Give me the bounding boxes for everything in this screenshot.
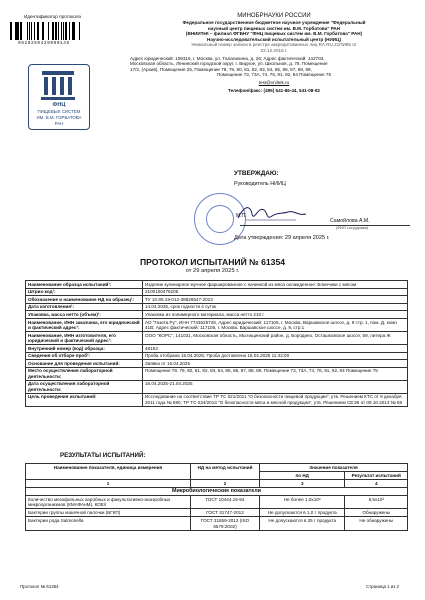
signer-name: Самойлова А.М. [330, 218, 370, 224]
info-row [26, 344, 408, 352]
col-number-4: 4 [345, 480, 408, 488]
info-value: Заявка от 15.04.2025 [143, 360, 408, 368]
logo-text-1: ФНЦ [52, 102, 66, 108]
header-indicator: Наименование показателя, единица измерения [26, 464, 191, 480]
header-value: Значение показателя [260, 464, 408, 472]
result-value: 8,5х10³ [345, 496, 408, 509]
signature-line [240, 225, 410, 226]
info-value: 2100100476205 [143, 288, 408, 296]
info-label: Обозначение и наименование НД на образец¹: [26, 296, 143, 304]
building-icon [41, 71, 75, 101]
result-norm: Не допускаются в 25 г продукта [260, 517, 345, 530]
section-heading: Микробиологические показатели [26, 488, 408, 496]
accreditation-date: 02.12.2015 г. [260, 47, 288, 53]
accreditation: Уникальный номер записи в реестре аккредитованных лиц RA.RU.21ПИ85 от [191, 42, 357, 48]
info-value: Упаковка из полимерного материала, масса нетто 210 г [143, 311, 408, 319]
footer-page-number: Страница 1 из 2 [366, 584, 399, 589]
info-value: Помещение 78, 79, 80, 81, 82, 83, 84, 85, 86, 87, 88, 89, Помещение 73, 73А, 74, 76, 91, 92, 94 Помещение 75 [143, 367, 408, 380]
barcode-caption: Идентификатор протокола [24, 14, 81, 19]
result-row [26, 496, 408, 509]
info-row [26, 318, 408, 331]
header-method: НД на метод испытаний [191, 464, 260, 480]
protocol-title: ПРОТОКОЛ ИСПЫТАНИЙ № 61354 [139, 257, 286, 267]
info-row [26, 303, 408, 311]
info-label: Основание для проведения испытаний: [26, 360, 143, 368]
info-label: Упаковка, масса нетто (объем)¹: [26, 311, 143, 319]
logo-text-4: РАН [54, 121, 64, 126]
result-value: Не обнаружены [345, 517, 408, 530]
info-value: 48153 [143, 344, 408, 352]
col-number-1: 1 [26, 480, 191, 488]
org-line-3: (ВНИИТеК – филиал ФГБНУ "ФНЦ пищевых систем им. В.М. Горбатова" РАН) [185, 31, 363, 37]
result-method: ГОСТ 31659-2012 (ISO 6579:2002) [191, 517, 260, 530]
results-title: РЕЗУЛЬТАТЫ ИСПЫТАНИЙ: [60, 452, 146, 459]
col-number-2: 2 [191, 480, 260, 488]
info-label: Штрих-код¹: [26, 288, 143, 296]
result-norm: Не более 1,0х10⁶ [260, 496, 345, 509]
header-norm: по НД [260, 472, 345, 480]
result-row [26, 509, 408, 517]
info-label: Сведения об отборе проб²: [26, 352, 143, 360]
header-result: Результат испытаний [345, 472, 408, 480]
info-row [26, 352, 408, 360]
approval-date: Дата утверждения: 29 апреля 2025 г. [234, 235, 330, 241]
address-line-1: Адрес юридический: 109316, г. Москва, ул. Талалихина, д. 26; Адрес фактический: 142703, [130, 55, 325, 61]
info-row [26, 367, 408, 380]
approver-position: Руководитель НИИЦ [234, 181, 286, 187]
org-header [130, 12, 418, 93]
result-value: Обнаружены [345, 509, 408, 517]
info-row [26, 281, 408, 289]
info-label: Место осуществления лабораторной деятельности: [26, 367, 143, 380]
result-norm: Не допускаются в 1,0 г продукта [260, 509, 345, 517]
info-label: Дата осуществления лабораторной деятельности: [26, 380, 143, 393]
info-row [26, 288, 408, 296]
info-value: Проба отобрана 15.04.2025; Проба доставлена 15.04.2025 11:42:00 [143, 352, 408, 360]
info-label: Цель проведения испытаний: [26, 393, 143, 406]
col-number-3: 3 [260, 480, 345, 488]
result-method: ГОСТ 10444.15-94 [191, 496, 260, 509]
ministry: МИНОБРНАУКИ РОССИИ [237, 13, 311, 19]
result-method: ГОСТ 31747-2012 [191, 509, 260, 517]
org-line-4: Научно-исследовательский испытательный центр (НИИЦ) [207, 36, 341, 42]
info-row [26, 393, 408, 406]
info-value: Исследование на соответствие ТР ТС 021/2011 "О безопасности пищевой продукции", утв. Решением КТС от 9 декабря 2011 года № 880, ТР ТС 034/2013 "О безопасности мяса и мясной продукции", утв. Решением СЕЭК от 09.10.2013 № 68 [143, 393, 408, 406]
info-value: 14.04.2025, срок годности 4 суток [143, 303, 408, 311]
info-row [26, 380, 408, 393]
logo-text-2: ПИЩЕВЫХ СИСТЕМ [37, 109, 81, 114]
results-table [25, 463, 408, 531]
logo-text-3: ИМ. В.М. ГОРБАТОВА [36, 115, 82, 120]
info-row [26, 311, 408, 319]
address-line-2: Московская область, Ленинский городской округ, г. Видное, ул. Школьная, д. 78, Помещение [130, 61, 328, 67]
barcode-image [10, 22, 102, 40]
info-value: Изделие кулинарное мучное фаршированное с начинкой из мяса охлажденное: Блинчики с мясом [143, 281, 408, 289]
result-row [26, 517, 408, 530]
footer-protocol-number: Протокол № 61354 [20, 584, 59, 589]
info-label: Внутренний номер (код) образца: [26, 344, 143, 352]
result-indicator: Бактерии рода Salmonella [26, 517, 191, 530]
address-line-4: Помещение 73, 73А, 74, 76, 91, 92, 94 Помещение 75 [216, 72, 332, 78]
info-value: АО "Газета.Ру", ИНН 7743625728, Адрес юридический: 117105, г. Москва, Варшавское шоссе, д. 9 стр. 1, пом. Д, комн 41В; Адрес фактический: 117105, г. Москва, Варшавское шоссе, д. 9, стр.1 [143, 318, 408, 331]
signature-image [236, 200, 316, 228]
info-label: Дата изготовления¹: [26, 303, 143, 311]
info-value: ТУ 10.85.19-012-38826547-2023 [143, 296, 408, 304]
org-logo [28, 64, 90, 130]
info-value: ООО "КОРС", 141031, Московская область, Мытищинский район, д. Бородино, Осташковское шоссе, 59, литера Ж [143, 331, 408, 344]
result-indicator: Бактерии группы кишечной палочки (БГКП) [26, 509, 191, 517]
approved-label: УТВЕРЖДАЮ: [234, 170, 279, 177]
info-row [26, 296, 408, 304]
barcode-bar [80, 22, 82, 40]
info-label: Наименование образца испытаний¹: [26, 281, 143, 289]
info-row [26, 331, 408, 344]
signer-hint: (ФИО сотрудника) [336, 226, 368, 230]
address-line-3: 17/2, (Архив), Помещение 25, Помещение 78, 79, 80, 81, 82, 83, 84, 85, 86, 87, 88, 89, [130, 66, 312, 72]
phone: Телефон/факс: (495) 541-86-44, 541-08-92 [228, 87, 320, 93]
barcode-number: 9920250429000146 [18, 41, 70, 46]
info-value: 16.04.2025-21.04.2025 [143, 380, 408, 393]
stamp-mp: М.П. [236, 213, 247, 219]
result-indicator: Количество мезофильных аэробных и факультативно-анаэробных микроорганизмов (КМАФАнМ), КОЕ/г [26, 496, 191, 509]
sample-info-table [25, 280, 408, 407]
protocol-date: от 29 апреля 2025 г. [185, 268, 240, 274]
info-label: Наименование, ИНН изготовителя, его юридический и фактический адрес¹: [26, 331, 143, 344]
info-label: Наименование, ИНН заказчика, его юридический и фактический адрес¹: [26, 318, 143, 331]
org-line-1: Федеральное государственное бюджетное научное учреждение "Федеральный [182, 20, 366, 25]
org-line-2: научный центр пищевых систем им. В.М. Горбатова" РАН [208, 25, 340, 31]
email-link[interactable]: test@vniitek.ru [258, 79, 290, 85]
info-row [26, 360, 408, 368]
